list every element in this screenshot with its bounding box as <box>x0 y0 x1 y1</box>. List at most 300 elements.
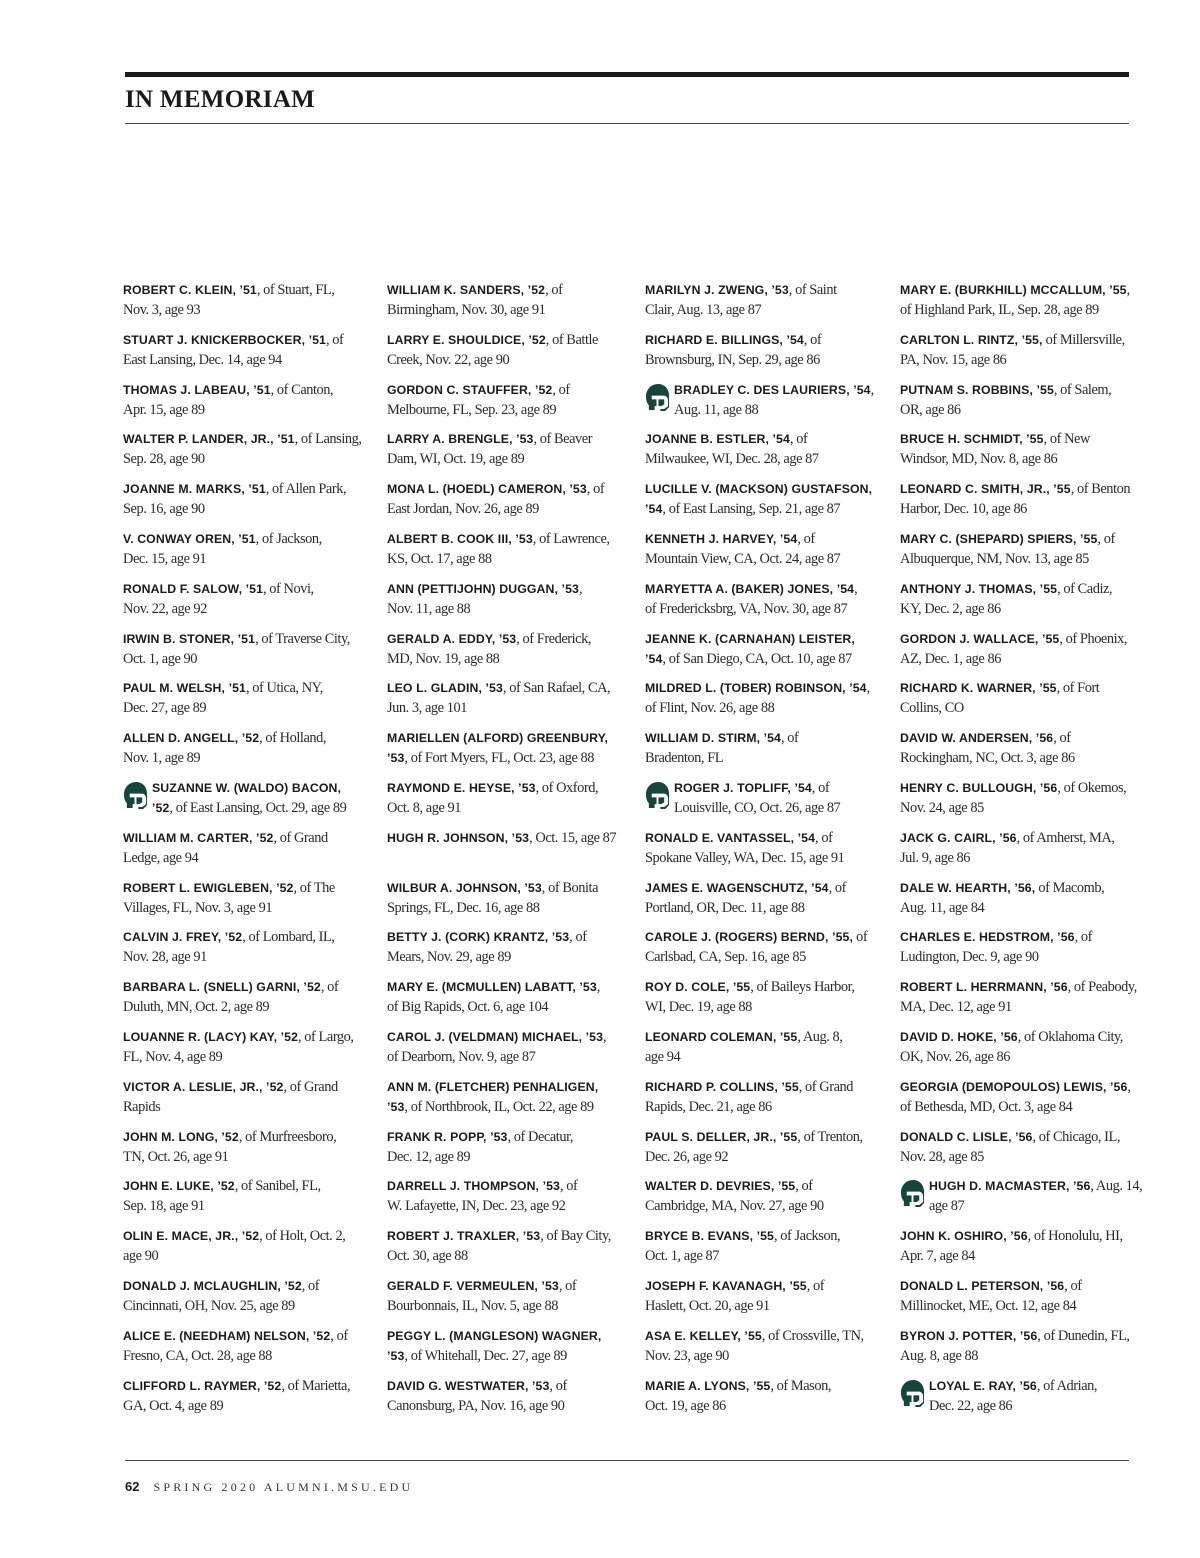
obituary-entry <box>900 1027 1150 1077</box>
decedent-name: RONALD E. VANTASSEL, ’54 <box>645 830 816 845</box>
class-year: ’54 <box>645 502 663 517</box>
entry-detail: , of <box>806 1277 825 1294</box>
obituary-entry <box>900 629 1150 679</box>
obituary-entry <box>900 1376 1150 1426</box>
decedent-name: ROBERT J. TRAXLER, ’53 <box>387 1229 541 1244</box>
entry-detail: Nov. 3, age 93 <box>123 302 201 318</box>
decedent-name: THOMAS J. LABEAU, ’51 <box>123 382 271 397</box>
decedent-name: V. CONWAY OREN, ’51 <box>123 531 256 546</box>
decedent-name: MILDRED L. (TOBER) ROBINSON, ’54 <box>645 681 867 696</box>
entry-detail: , of <box>549 1377 567 1394</box>
entry-detail: , of <box>795 1178 813 1195</box>
entry-detail: , of Honolulu, HI, <box>1027 1228 1123 1245</box>
entry-detail: , of Amherst, MA, <box>1016 829 1115 846</box>
obituary-entry <box>900 1077 1150 1127</box>
obituary-entry <box>387 330 637 380</box>
entry-detail: , of <box>301 1277 320 1294</box>
entry-detail: of Fredericksbrg, VA, Nov. 30, age 87 <box>645 600 848 617</box>
obituary-entry <box>123 977 373 1027</box>
obituary-entry <box>123 927 373 977</box>
decedent-name: MARY E. (MCMULLEN) LABATT, ’53 <box>387 980 597 995</box>
entry-detail: , of <box>320 979 339 996</box>
entry-detail: Bradenton, FL <box>645 750 724 767</box>
decedent-name: ROGER J. TOPLIFF, ’54 <box>674 780 812 795</box>
decedent-name: DAVID W. ANDERSEN, ’56 <box>900 731 1054 746</box>
obituary-entry <box>387 1176 637 1226</box>
title-rule <box>125 123 1129 124</box>
entry-detail: Oct. 1, age 87 <box>645 1248 720 1265</box>
decedent-name: GERALD A. EDDY, ’53 <box>387 631 517 646</box>
obituary-entry <box>123 429 373 479</box>
obituary-entry <box>123 380 373 430</box>
decedent-name: JACK G. CAIRL, ’56 <box>900 830 1017 845</box>
obituary-entry <box>900 1276 1150 1326</box>
entry-detail: , of Grand <box>283 1078 338 1095</box>
obituary-entry <box>123 280 373 330</box>
obituary-entry <box>900 977 1150 1027</box>
class-year: ’54 <box>645 651 663 666</box>
entry-detail: Canonsburg, PA, Nov. 16, age 90 <box>387 1397 565 1414</box>
entry-detail: , of Lombard, IL, <box>242 929 335 946</box>
obituary-entry <box>645 927 890 977</box>
decedent-name: BRADLEY C. DES LAURIERS, ’54 <box>674 382 871 397</box>
decedent-name: BYRON J. POTTER, ’56 <box>900 1328 1038 1343</box>
decedent-name: WILLIAM D. STIRM, ’54 <box>645 731 781 746</box>
obituary-entry <box>645 977 890 1027</box>
obituary-entry <box>387 1376 637 1426</box>
entry-detail: , of San Diego, CA, Oct. 10, age 87 <box>662 650 852 667</box>
class-year: ’53 <box>387 751 405 766</box>
decedent-name: DAVID G. WESTWATER, ’53 <box>387 1378 550 1393</box>
entry-detail: , of <box>789 431 808 448</box>
entry-detail: , Oct. 15, age 87 <box>529 829 617 846</box>
decedent-name: JOSEPH F. KAVANAGH, ’55 <box>645 1278 807 1293</box>
entry-detail: WI, Dec. 19, age 88 <box>645 999 752 1016</box>
entry-detail: OR, age 86 <box>900 401 961 418</box>
decedent-name: JOANNE B. ESTLER, ’54 <box>645 432 790 447</box>
obituary-entry <box>645 330 890 380</box>
entry-detail: Rapids, Dec. 21, age 86 <box>645 1098 772 1115</box>
obituary-entry <box>387 977 637 1027</box>
spartan-helmet-icon <box>645 383 670 412</box>
obituary-entry <box>645 828 890 878</box>
obituary-entry <box>645 1127 890 1177</box>
decedent-name: LEONARD COLEMAN, ’55 <box>645 1029 798 1044</box>
decedent-name: ALBERT B. COOK III, ’53 <box>387 531 533 546</box>
entry-detail: Aug. 11, age 84 <box>900 899 985 916</box>
page-footer <box>125 1479 413 1495</box>
entry-detail: Dec. 12, age 89 <box>387 1148 471 1165</box>
entry-detail: , of Jackson, <box>255 530 322 547</box>
obituary-entry <box>900 429 1150 479</box>
decedent-name: CAROL J. (VELDMAN) MICHAEL, ’53 <box>387 1029 604 1044</box>
entry-detail: , of Adrian, <box>1036 1377 1098 1394</box>
decedent-name: PAUL M. WELSH, ’51 <box>123 681 246 696</box>
entry-detail: age 90 <box>123 1248 159 1265</box>
obituary-entry <box>123 728 373 778</box>
decedent-name: MARYETTA A. (BAKER) JONES, ’54 <box>645 581 855 596</box>
entry-detail: Clair, Aug. 13, age 87 <box>645 302 762 318</box>
obituary-entry <box>387 778 637 828</box>
entry-detail: Dec. 27, age 89 <box>123 700 207 717</box>
obituary-entry <box>387 1027 637 1077</box>
entry-detail: , of Battle <box>545 331 598 348</box>
decedent-name: HENRY C. BULLOUGH, ’56 <box>900 780 1058 795</box>
obituary-entry <box>900 678 1150 728</box>
obituary-entry <box>387 1127 637 1177</box>
entry-detail: Dec. 22, age 86 <box>929 1397 1013 1414</box>
top-rule <box>125 72 1129 77</box>
obituary-entry <box>123 529 373 579</box>
entry-detail: Jul. 9, age 86 <box>900 849 971 866</box>
entry-detail: , of Fort <box>1056 680 1100 697</box>
entry-detail: East Lansing, Dec. 14, age 94 <box>123 351 282 368</box>
obituary-entry <box>900 1176 1150 1226</box>
obituary-entry <box>900 1226 1150 1276</box>
obituary-entry <box>123 778 373 828</box>
entry-detail: MA, Dec. 12, age 91 <box>900 999 1012 1016</box>
entry-detail: , of Grand <box>273 829 328 846</box>
obituary-entry <box>387 1226 637 1276</box>
obituary-entry <box>123 1326 373 1376</box>
spartan-helmet-icon <box>123 781 148 810</box>
entry-detail: , of <box>558 1277 577 1294</box>
entry-detail: , of San Rafael, CA, <box>502 680 611 697</box>
decedent-name: JEANNE K. (CARNAHAN) LEISTER, <box>645 631 855 646</box>
decedent-name: JOHN E. LUKE, ’52 <box>123 1179 235 1194</box>
entry-detail: Oct. 19, age 86 <box>645 1397 726 1414</box>
entry-detail: , of <box>1097 530 1115 547</box>
decedent-name: PAUL S. DELLER, JR., ’55 <box>645 1129 798 1144</box>
entry-detail: , of Sanibel, FL, <box>234 1178 321 1195</box>
entry-detail: Sep. 28, age 90 <box>123 451 205 468</box>
entry-detail: , of Allen Park, <box>265 481 347 498</box>
decedent-name: WILLIAM K. SANDERS, ’52 <box>387 283 546 297</box>
decedent-name: BARBARA L. (SNELL) GARNI, ’52 <box>123 980 321 995</box>
decedent-name: GORDON C. STAUFFER, ’52 <box>387 382 553 397</box>
decedent-name: WILLIAM M. CARTER, ’52 <box>123 830 274 845</box>
entry-detail: East Jordan, Nov. 26, age 89 <box>387 501 539 518</box>
decedent-name: RICHARD E. BILLINGS, ’54 <box>645 332 804 347</box>
class-year: ’53 <box>387 1348 405 1363</box>
entry-detail: , of Beaver <box>533 431 593 448</box>
decedent-name: ASA E. KELLEY, ’55 <box>645 1328 762 1343</box>
entry-detail: Harbor, Dec. 10, age 86 <box>900 501 1027 518</box>
entry-detail: Villages, FL, Nov. 3, age 91 <box>123 899 273 916</box>
obituary-entry <box>900 927 1150 977</box>
decedent-name: SUZANNE W. (WALDO) BACON, <box>152 780 341 795</box>
decedent-name: CALVIN J. FREY, ’52 <box>123 930 243 945</box>
entry-detail: , <box>596 979 600 996</box>
decedent-name: LOUANNE R. (LACY) KAY, ’52 <box>123 1029 299 1044</box>
decedent-name: BETTY J. (CORK) KRANTZ, ’53 <box>387 930 570 945</box>
entry-detail: , of Peabody, <box>1067 979 1137 996</box>
obituary-column-3 <box>645 280 890 1425</box>
entry-detail: , of <box>569 929 587 946</box>
entry-detail: , of Phoenix, <box>1059 630 1128 647</box>
entry-detail: of <box>852 929 868 946</box>
entry-detail: , of Traverse City, <box>255 630 350 647</box>
obituary-entry <box>387 280 637 330</box>
entry-detail: , of Northbrook, IL, Oct. 22, age 89 <box>404 1098 594 1115</box>
entry-detail: , of <box>552 381 570 398</box>
obituary-entry <box>387 878 637 928</box>
entry-detail: of Flint, Nov. 26, age 88 <box>645 700 775 717</box>
page-number: 62 <box>125 1479 140 1494</box>
entry-detail: Nov. 1, age 89 <box>123 750 201 767</box>
entry-detail: Windsor, MD, Nov. 8, age 86 <box>900 451 1058 468</box>
obituary-entry <box>645 1176 890 1226</box>
decedent-name: ANTHONY J. THOMAS, ’55 <box>900 581 1058 596</box>
obituary-entry <box>645 1027 890 1077</box>
entry-detail: , of Lansing, <box>294 431 362 448</box>
entry-detail: Cincinnati, OH, Nov. 25, age 89 <box>123 1297 295 1314</box>
obituary-entry <box>387 579 637 629</box>
obituary-entry <box>387 678 637 728</box>
obituary-entry <box>387 429 637 479</box>
entry-detail: Nov. 22, age 92 <box>123 600 207 617</box>
entry-detail: Milwaukee, WI, Dec. 28, age 87 <box>645 451 819 468</box>
obituary-entry <box>387 1077 637 1127</box>
entry-detail: , of <box>545 282 563 298</box>
decedent-name: DONALD L. PETERSON, ’56 <box>900 1278 1065 1293</box>
entry-detail: Carlsbad, CA, Sep. 16, age 85 <box>645 949 806 966</box>
obituary-entry <box>123 629 373 679</box>
obituary-entry <box>645 280 890 330</box>
obituary-entry <box>645 1376 890 1426</box>
obituary-entry <box>900 479 1150 529</box>
decedent-name: WALTER P. LANDER, JR., ’51 <box>123 432 295 447</box>
entry-detail: , of Utica, NY, <box>245 680 323 697</box>
obituary-entry <box>123 579 373 629</box>
entry-detail: Oct. 8, age 91 <box>387 799 462 816</box>
decedent-name: WILBUR A. JOHNSON, ’53 <box>387 880 542 895</box>
decedent-name: JOHN M. LONG, ’52 <box>123 1129 239 1144</box>
decedent-name: MARILYN J. ZWENG, ’53 <box>645 283 789 297</box>
obituary-entry <box>900 280 1150 330</box>
entry-detail: , of <box>811 779 830 796</box>
entry-detail: Nov. 23, age 90 <box>645 1347 729 1364</box>
obituary-column-1 <box>123 280 373 1425</box>
decedent-name: DONALD J. MCLAUGHLIN, ’52 <box>123 1278 302 1293</box>
decedent-name: IRWIN B. STONER, ’51 <box>123 631 256 646</box>
issue-label: SPRING 2020 ALUMNI.MSU.EDU <box>153 1480 414 1494</box>
entry-detail: , of Crossville, TN, <box>761 1327 864 1344</box>
entry-detail: , of Murfreesboro, <box>238 1128 337 1145</box>
spartan-helmet-icon <box>900 1179 925 1208</box>
entry-detail: Dam, WI, Oct. 19, age 89 <box>387 451 525 468</box>
obituary-entry <box>387 728 637 778</box>
obituary-entry <box>645 778 890 828</box>
obituary-entry <box>123 1176 373 1226</box>
entry-detail: , of Cadiz, <box>1057 580 1113 597</box>
entry-detail: , <box>854 580 858 597</box>
entry-detail: Rockingham, NC, Oct. 3, age 86 <box>900 750 1075 767</box>
obituary-entry <box>645 1077 890 1127</box>
entry-detail: Apr. 7, age 84 <box>900 1248 975 1265</box>
entry-detail: , of <box>330 1327 348 1344</box>
obituary-entry <box>900 1127 1150 1177</box>
entry-detail: Jun. 3, age 101 <box>387 700 467 717</box>
spartan-helmet-icon <box>645 781 670 810</box>
decedent-name: ALICE E. (NEEDHAM) NELSON, ’52 <box>123 1328 331 1343</box>
entry-detail: Haslett, Oct. 20, age 91 <box>645 1297 770 1314</box>
entry-detail: Creek, Nov. 22, age 90 <box>387 351 510 368</box>
decedent-name: HUGH D. MACMASTER, ’56 <box>929 1179 1091 1194</box>
entry-detail: Oct. 30, age 88 <box>387 1248 468 1265</box>
entry-detail: , of <box>1064 1277 1082 1294</box>
entry-detail: of Dearborn, Nov. 9, age 87 <box>387 1048 536 1065</box>
entry-detail: , of Whitehall, Dec. 27, age 89 <box>404 1347 567 1364</box>
entry-detail: , of Salem, <box>1053 381 1112 398</box>
entry-detail: KS, Oct. 17, age 88 <box>387 550 492 567</box>
entry-detail: , <box>866 680 870 697</box>
entry-detail: OK, Nov. 26, age 86 <box>900 1048 1011 1065</box>
decedent-name: ALLEN D. ANGELL, ’52 <box>123 731 260 746</box>
obituary-entry <box>645 1276 890 1326</box>
entry-detail: , of Jackson, <box>774 1228 841 1245</box>
decedent-name: MONA L. (HOEDL) CAMERON, ’53 <box>387 482 587 497</box>
entry-detail: , of <box>797 530 815 547</box>
decedent-name: GORDON J. WALLACE, ’55 <box>900 631 1060 646</box>
entry-detail: , of Saint <box>788 282 837 298</box>
obituary-entry <box>900 878 1150 928</box>
entry-detail: , of Holland, <box>259 730 327 747</box>
obituary-entry <box>123 678 373 728</box>
obituary-entry <box>123 1127 373 1177</box>
obituary-entry <box>900 1326 1150 1376</box>
decedent-name: GERALD F. VERMEULEN, ’53 <box>387 1278 559 1293</box>
obituary-entry <box>123 330 373 380</box>
entry-detail: AZ, Dec. 1, age 86 <box>900 650 1001 667</box>
entry-detail: Melbourne, FL, Sep. 23, age 89 <box>387 401 557 418</box>
obituary-entry <box>900 778 1150 828</box>
obituary-entry <box>900 828 1150 878</box>
decedent-name: VICTOR A. LESLIE, JR., ’52 <box>123 1079 284 1094</box>
entry-detail: Dec. 15, age 91 <box>123 550 207 567</box>
entry-detail: , of Lawrence, <box>532 530 610 547</box>
entry-detail: Sep. 16, age 90 <box>123 501 205 518</box>
entry-detail: , of East Lansing, Sep. 21, age 87 <box>662 501 841 518</box>
entry-detail: , of Chicago, IL, <box>1032 1128 1120 1145</box>
decedent-name: LOYAL E. RAY, ’56 <box>929 1378 1037 1393</box>
decedent-name: LARRY E. SHOULDICE, ’52 <box>387 332 546 347</box>
entry-detail: Duluth, MN, Oct. 2, age 89 <box>123 999 270 1016</box>
entry-detail: , <box>603 1028 607 1045</box>
obituary-entry <box>645 429 890 479</box>
obituary-entry <box>123 1276 373 1326</box>
entry-detail: Louisville, CO, Oct. 26, age 87 <box>674 799 841 816</box>
decedent-name: ROY D. COLE, ’55 <box>645 980 751 995</box>
section-title: IN MEMORIAM <box>125 86 316 113</box>
entry-detail: Spokane Valley, WA, Dec. 15, age 91 <box>645 849 845 866</box>
obituary-entry <box>645 380 890 430</box>
entry-detail: Nov. 28, age 91 <box>123 949 207 966</box>
entry-detail: , of <box>1074 929 1092 946</box>
obituary-entry <box>900 529 1150 579</box>
obituary-entry <box>645 479 890 529</box>
entry-detail: Nov. 11, age 88 <box>387 600 471 617</box>
entry-detail: PA, Nov. 15, age 86 <box>900 351 1007 368</box>
entry-detail: Dec. 26, age 92 <box>645 1148 729 1165</box>
decedent-name: RONALD F. SALOW, ’51 <box>123 581 264 596</box>
entry-detail: Cambridge, MA, Nov. 27, age 90 <box>645 1198 824 1215</box>
obituary-entry <box>123 1027 373 1077</box>
entry-detail: Nov. 24, age 85 <box>900 799 984 816</box>
obituary-entry <box>123 1077 373 1127</box>
entry-detail: of Macomb, <box>1035 879 1105 896</box>
obituary-entry <box>645 529 890 579</box>
decedent-name: JAMES E. WAGENSCHUTZ, ’54 <box>645 880 829 895</box>
decedent-name: ROBERT L. EWIGLEBEN, ’52 <box>123 880 294 895</box>
entry-detail: Rapids <box>123 1098 161 1115</box>
decedent-name: LARRY A. BRENGLE, ’53 <box>387 432 534 447</box>
entry-detail: Mountain View, CA, Oct. 24, age 87 <box>645 550 841 567</box>
entry-detail: , of Grand <box>798 1078 854 1095</box>
decedent-name: DONALD C. LISLE, ’56 <box>900 1129 1033 1144</box>
decedent-name: ANN (PETTIJOHN) DUGGAN, ’53 <box>387 581 579 596</box>
obituary-entry <box>387 828 637 878</box>
entry-detail: , of <box>803 331 822 348</box>
decedent-name: CAROLE J. (ROGERS) BERND, ’55, <box>645 930 853 945</box>
decedent-name: KENNETH J. HARVEY, ’54 <box>645 531 798 546</box>
entry-detail: , <box>1126 282 1130 298</box>
entry-detail: Aug. 8, age 88 <box>900 1347 979 1364</box>
obituary-entry <box>900 380 1150 430</box>
entry-detail: Springs, FL, Dec. 16, age 88 <box>387 899 540 916</box>
entry-detail: Nov. 28, age 85 <box>900 1148 984 1165</box>
entry-detail: , of <box>781 730 799 747</box>
entry-detail: , of Holt, Oct. 2, <box>259 1228 346 1245</box>
obituary-entry <box>387 529 637 579</box>
entry-detail: , of Dunedin, FL, <box>1037 1327 1130 1344</box>
decedent-name: ANN M. (FLETCHER) PENHALIGEN, <box>387 1079 599 1094</box>
entry-detail: , of Decatur, <box>507 1128 573 1145</box>
entry-detail: Ludington, Dec. 9, age 90 <box>900 949 1039 966</box>
entry-detail: , of Oklahoma City, <box>1017 1028 1123 1045</box>
entry-detail: , <box>870 381 874 398</box>
entry-detail: , of Oxford, <box>535 779 599 796</box>
obituary-entry <box>123 828 373 878</box>
entry-detail: age 87 <box>929 1198 965 1215</box>
entry-detail: , of Okemos, <box>1057 779 1127 796</box>
entry-detail: of Big Rapids, Oct. 6, age 104 <box>387 999 549 1016</box>
decedent-name: HUGH R. JOHNSON, ’53 <box>387 830 530 845</box>
decedent-name: CHARLES E. HEDSTROM, ’56 <box>900 930 1075 945</box>
entry-detail: , of East Lansing, Oct. 29, age 89 <box>169 799 347 816</box>
entry-detail: FL, Nov. 4, age 89 <box>123 1048 223 1065</box>
decedent-name: DAVID D. HOKE, ’56 <box>900 1029 1018 1044</box>
entry-detail: , of <box>828 879 846 896</box>
entry-detail: , of <box>1053 730 1071 747</box>
obituary-entry <box>387 380 637 430</box>
obituary-entry <box>387 1276 637 1326</box>
obituary-entry <box>900 330 1150 380</box>
entry-detail: , Aug. 8, <box>797 1028 843 1045</box>
obituary-entry <box>645 728 890 778</box>
decedent-name: WALTER D. DEVRIES, ’55 <box>645 1179 796 1194</box>
entry-detail: Collins, CO <box>900 700 964 717</box>
entry-detail: Sep. 18, age 91 <box>123 1198 205 1215</box>
decedent-name: RICHARD P. COLLINS, ’55 <box>645 1079 799 1094</box>
entry-detail: , of Trenton, <box>797 1128 863 1145</box>
decedent-name: BRYCE B. EVANS, ’55 <box>645 1229 774 1244</box>
obituary-entry <box>645 629 890 679</box>
entry-detail: , of Canton, <box>270 381 334 398</box>
class-year: ’53 <box>387 1099 405 1114</box>
obituary-entry <box>645 1226 890 1276</box>
decedent-name: FRANK R. POPP, ’53 <box>387 1129 508 1144</box>
